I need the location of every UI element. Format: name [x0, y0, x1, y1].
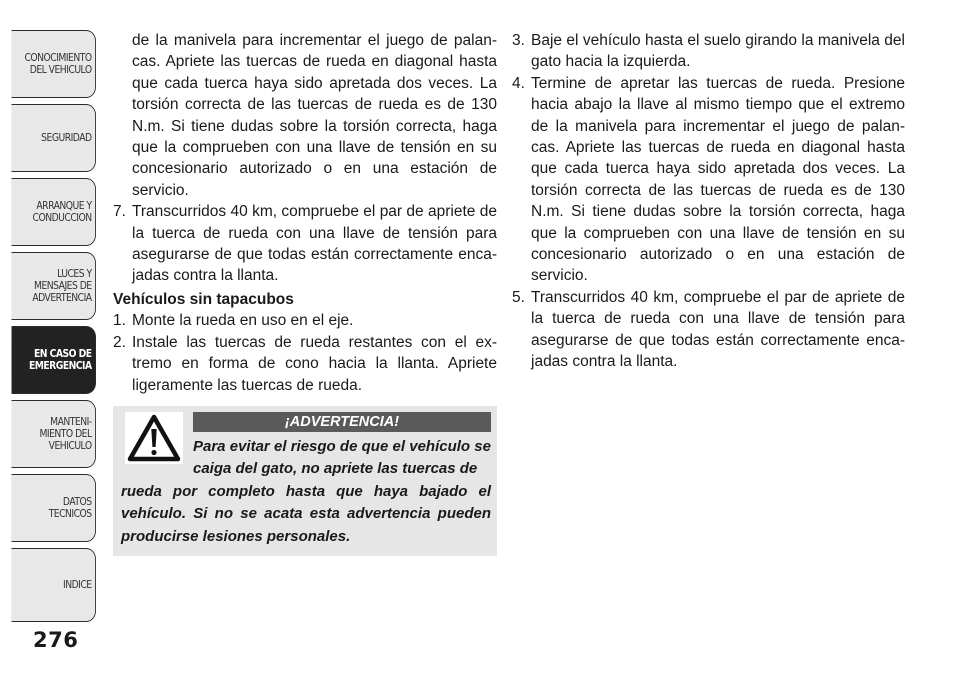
tab-label-line: TECNICOS [48, 508, 92, 520]
warning-text-rest: rueda por completo hasta que haya bajado el vehículo. Si no se acata esta advertencia pueden producirse lesiones personales. [121, 482, 491, 545]
tab-label-line: EMERGENCIA [28, 360, 92, 372]
tab-label-line: MENSAJES DE [34, 280, 92, 292]
item-text: Instale las tuercas de rueda restantes con el ex-tremo en forma de cono hacia la llanta. Apriete ligeramente las tuercas de rueda. [132, 333, 497, 394]
tab-datos-tecnicos[interactable] [12, 474, 96, 542]
tab-label-line: DEL VEHICULO [29, 64, 92, 76]
tab-conocimiento-del-vehiculo[interactable] [12, 30, 96, 98]
tab-luces-y-mensajes[interactable] [12, 252, 96, 320]
section-subheading: Vehículos sin tapacubos [113, 290, 294, 308]
tab-label-line: EN CASO DE [33, 348, 92, 360]
right-column [512, 30, 905, 373]
list-item [113, 201, 497, 287]
warning-triangle-icon [125, 412, 183, 464]
tab-label-line: ADVERTENCIA [32, 292, 92, 304]
tab-label-line: SEGURIDAD [41, 132, 92, 144]
item-text: Transcurridos 40 km, compruebe el par de apriete de la tuerca de rueda con una llave de tensión para asegurarse de que todas están correctamente enca-jadas contra la llanta. [531, 288, 905, 371]
item-number: 3. [512, 32, 525, 49]
item-number: 1. [113, 312, 126, 330]
tab-mantenimiento-del-vehiculo[interactable] [12, 400, 96, 468]
tab-label-line: CONOCIMIENTO [24, 52, 92, 64]
item-number: 7. [113, 203, 126, 221]
tab-label-line: DATOS [62, 496, 92, 508]
item-number: 5. [512, 288, 525, 306]
list-item [512, 73, 905, 287]
left-column [113, 30, 497, 556]
warning-text-first: Para evitar el riesgo de que el vehículo se caiga del gato, no apriete las tuercas de [193, 437, 491, 478]
item-text: Monte la rueda en uso en el eje. [132, 312, 354, 330]
warning-title: ¡ADVERTENCIA! [193, 412, 491, 432]
tab-seguridad[interactable] [12, 104, 96, 172]
item-text: Termine de apretar las tuercas de rueda. Presione hacia abajo la llave al mismo tiempo que el extremo de la manivela para incrementar el juego de palan-cas. Apriete las tuercas de rueda en diagonal hasta que cada tuerca haya sido apretada dos veces. La torsión correcta de las tuercas de rueda es de 130 N.m. Si tiene dudas sobre la torsión correcta, haga que la comprueben con una llave de tensión en su concesionario autorizado o en una estación de servicio. [531, 74, 905, 285]
tab-label-line: MANTENI- [50, 416, 92, 428]
page-number: 276 [33, 628, 79, 652]
list-item [512, 287, 905, 373]
continuation-paragraph: de la manivela para incrementar el juego de palan-cas. Apriete las tuercas de rueda en diagonal hasta que cada tuerca haya sido apretada dos veces. La torsión correcta de las tuercas de rueda es de 130 N.m. Si tiene dudas sobre la torsión correcta, haga que la comprueben con una llave de tensión en su concesionario autorizado o en una estación de servicio. [132, 32, 497, 199]
item-text: Baje el vehículo hasta el suelo girando la manivela del gato hacia la izquierda. [531, 32, 905, 71]
item-text: Transcurridos 40 km, compruebe el par de apriete de la tuerca de rueda con una llave de tensión para asegurarse de que todas están correctamente enca-jadas contra la llanta. [132, 203, 497, 285]
tab-label-line: CONDUCCION [32, 212, 92, 224]
tab-label-line: ARRANQUE Y [36, 200, 92, 212]
tab-label-line: VEHICULO [48, 440, 92, 452]
warning-box [113, 406, 497, 557]
tab-label-line: LUCES Y [57, 268, 92, 280]
item-number: 4. [512, 74, 525, 92]
list-item [113, 332, 497, 396]
item-number: 2. [113, 333, 126, 351]
list-item [113, 310, 497, 331]
tab-en-caso-de-emergencia[interactable] [12, 326, 96, 394]
list-item [512, 30, 905, 73]
tab-indice[interactable] [12, 548, 96, 622]
tab-arranque-y-conduccion[interactable] [12, 178, 96, 246]
tab-label-line: INDICE [63, 579, 92, 591]
tab-label-line: MIENTO DEL [39, 428, 92, 440]
